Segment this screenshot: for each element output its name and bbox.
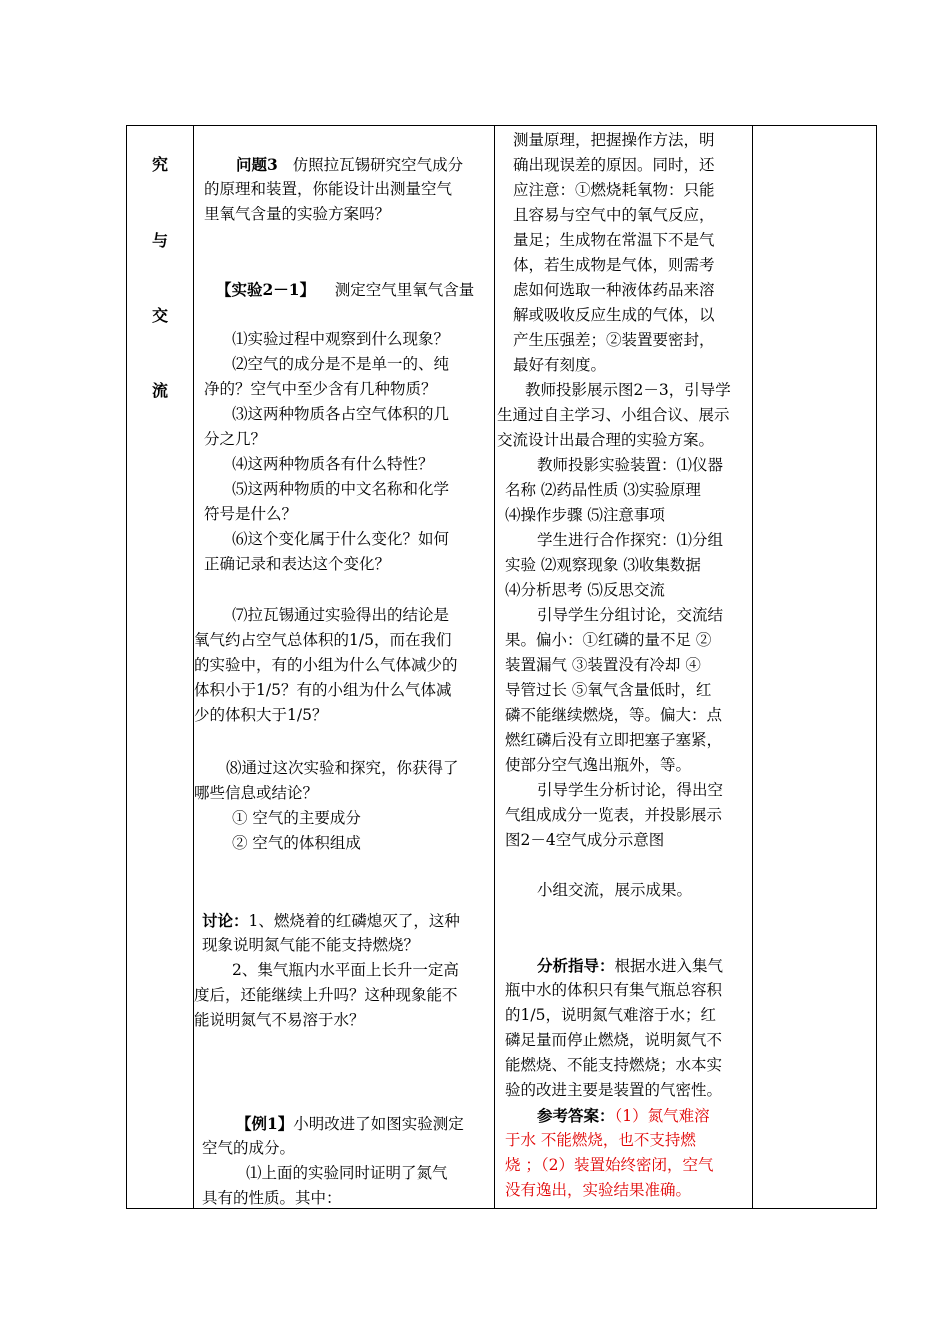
analysis-text: 瓶中水的体积只有集气瓶总容积	[505, 981, 723, 999]
question-item: ⑷这两种物质各有什么特性？	[232, 455, 434, 473]
question-item-8: ⑻通过这次实验和探究，你获得了	[226, 759, 459, 777]
experiment-title: 测定空气里氧气含量	[334, 281, 475, 299]
guidance-text: 生通过自主学习、小组合议、展示	[497, 406, 730, 424]
guidance-text: 使部分空气逸出瓶外，等。	[505, 756, 692, 774]
guidance-text: 导管过长 ⑤氧气含量低时，红	[505, 681, 712, 699]
guidance-text: 教师投影实验装置：⑴仪器	[537, 456, 724, 474]
example-label: 【例1】	[236, 1114, 294, 1133]
example-text: 空气的成分。	[202, 1139, 296, 1157]
example-text: 小明改进了如图实验测定	[293, 1115, 464, 1133]
question-item: ⑹这个变化属于什么变化？如何	[232, 530, 450, 548]
question-3-text: 里氧气含量的实验方案吗？	[204, 205, 391, 223]
guidance-text: 引导学生分组讨论，交流结	[537, 606, 724, 624]
question-item-8: 哪些信息或结论？	[194, 784, 319, 802]
analysis-text: 的1/5，说明氮气难溶于水；红	[505, 1006, 716, 1024]
question-3-label: 问题3	[236, 155, 278, 174]
question-item: ⑵空气的成分是不是单一的、纯	[232, 355, 450, 373]
guidance-text: 装置漏气 ③装置没有冷却 ④	[505, 656, 701, 674]
question-item: 符号是什么？	[204, 505, 298, 523]
questions-cell	[194, 126, 494, 1208]
guidance-text: 燃红磷后没有立即把塞子塞紧，	[505, 731, 723, 749]
guidance-text: 磷不能继续燃烧，等。偏大：点	[505, 706, 723, 724]
conclusion-item: ② 空气的体积组成	[232, 834, 361, 852]
guidance-text: 最好有刻度。	[513, 356, 607, 374]
discussion-text: 能说明氮气不易溶于水？	[194, 1011, 365, 1029]
answer-text: 没有逸出，实验结果准确。	[505, 1181, 692, 1199]
guidance-text: 产生压强差；②装置要密封，	[513, 331, 715, 349]
analysis-text: 磷足量而停止燃烧，说明氮气不	[505, 1031, 723, 1049]
section-label-char: 交	[151, 306, 168, 325]
discussion-text: 现象说明氮气能不能支持燃烧？	[202, 936, 420, 954]
analysis-label: 分析指导：	[537, 956, 615, 975]
question-item: ⑸这两种物质的中文名称和化学	[232, 480, 450, 498]
question-item: 净的？空气中至少含有几种物质？	[204, 380, 437, 398]
guidance-text: 交流设计出最合理的实验方案。	[497, 431, 715, 449]
guidance-text: 虑如何选取一种液体药品来溶	[513, 281, 715, 299]
guidance-text: 体，若生成物是气体，则需考	[513, 256, 715, 274]
discussion-text: 1、燃烧着的红磷熄灭了，这种	[248, 912, 460, 930]
question-item: 正确记录和表达这个变化？	[204, 555, 391, 573]
guidance-text: 气组成成分一览表，并投影展示	[505, 806, 723, 824]
question-item-7: ⑺拉瓦锡通过实验得出的结论是	[232, 606, 450, 624]
guidance-text: 确出现误差的原因。同时，还	[513, 156, 715, 174]
guidance-text: 实验 ⑵观察现象 ⑶收集数据	[505, 556, 701, 574]
analysis-text: 验的改进主要是装置的气密性。	[505, 1081, 723, 1099]
analysis-text: 能燃烧、不能支持燃烧；水本实	[505, 1056, 723, 1074]
guidance-text: 学生进行合作探究：⑴分组	[537, 531, 724, 549]
guidance-text: 且容易与空气中的氧气反应，	[513, 206, 715, 224]
question-item: 分之几？	[204, 430, 267, 448]
guidance-text: 应注意：①燃烧耗氧物：只能	[513, 181, 715, 199]
discussion-label: 讨论：	[202, 911, 249, 930]
answer-text: 于水 不能燃烧，也不支持燃	[505, 1131, 696, 1149]
guidance-text: 引导学生分析讨论，得出空	[537, 781, 724, 799]
question-item-7: 体积小于1/5？有的小组为什么气体减	[194, 681, 452, 699]
guidance-text: 果。偏小：①红磷的量不足 ②	[505, 631, 712, 649]
guidance-text: 解或吸收反应生成的气体，以	[513, 306, 715, 324]
guidance-cell	[495, 126, 752, 1208]
guidance-text: 测量原理，把握操作方法，明	[513, 131, 715, 149]
guidance-text: 图2－4空气成分示意图	[505, 831, 665, 849]
discussion-text: 2、集气瓶内水平面上长升一定高	[232, 961, 459, 979]
section-label-char: 究	[151, 155, 168, 174]
answer-label: 参考答案：	[537, 1106, 615, 1125]
notes-cell	[753, 126, 876, 1208]
guidance-text: 名称 ⑵药品性质 ⑶实验原理	[505, 481, 701, 499]
guidance-text: ⑷分析思考 ⑸反思交流	[505, 581, 665, 599]
guidance-text: 小组交流，展示成果。	[537, 881, 693, 899]
lesson-table	[126, 125, 877, 1209]
example-text: ⑴上面的实验同时证明了氮气	[246, 1164, 448, 1182]
question-item-7: 氧气约占空气总体积的1/5，而在我们	[194, 631, 452, 649]
example-text: 具有的性质。其中：	[202, 1189, 342, 1207]
analysis-text: 根据水进入集气	[614, 957, 724, 975]
question-item-7: 少的体积大于1/5？	[194, 706, 328, 724]
question-3-text: 仿照拉瓦锡研究空气成分	[292, 156, 464, 174]
question-3-text: 的原理和装置，你能设计出测量空气	[204, 180, 453, 198]
question-item: ⑶这两种物质各占空气体积的几	[232, 405, 450, 423]
guidance-text: ⑷操作步骤 ⑸注意事项	[505, 506, 665, 524]
question-item-7: 的实验中，有的小组为什么气体减少的	[194, 656, 458, 674]
discussion-text: 度后，还能继续上升吗？这种现象能不	[194, 986, 458, 1004]
section-label-char: 与	[151, 231, 168, 250]
guidance-text: 教师投影展示图2－3，引导学	[525, 381, 731, 399]
conclusion-item: ① 空气的主要成分	[232, 809, 361, 827]
section-label-cell	[127, 126, 193, 1208]
section-label-char: 流	[151, 381, 168, 400]
guidance-text: 量足；生成物在常温下不是气	[513, 231, 715, 249]
answer-text: （1）氮气难溶	[614, 1107, 710, 1125]
experiment-label: 【实验2－1】	[216, 280, 316, 299]
question-item: ⑴实验过程中观察到什么现象？	[232, 330, 450, 348]
answer-text: 烧 ；（2）装置始终密闭，空气	[505, 1156, 714, 1174]
